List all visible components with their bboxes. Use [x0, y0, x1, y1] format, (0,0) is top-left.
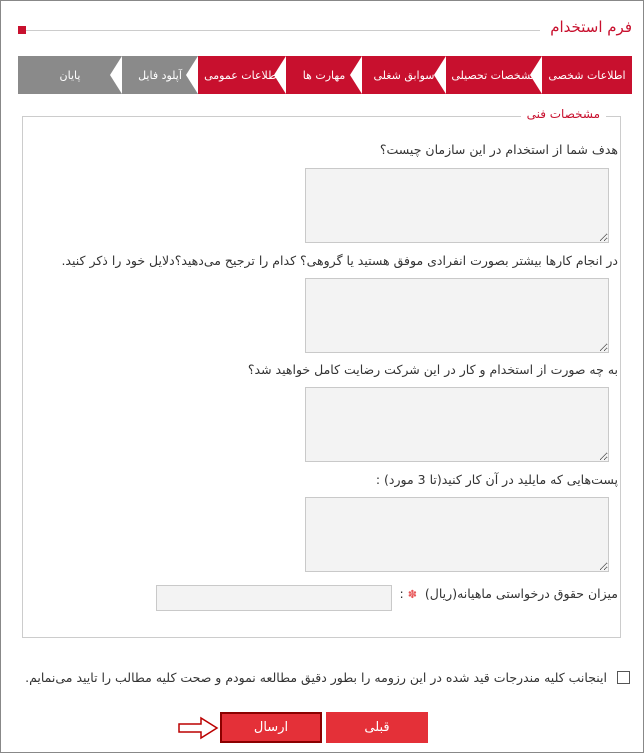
form-header: [18, 18, 632, 42]
step-label: سوابق شغلی: [373, 68, 435, 82]
agreement-row: [25, 670, 630, 685]
step-navigation: [18, 56, 632, 94]
salary-input[interactable]: [156, 585, 392, 611]
required-asterisk-icon: ✽: [407, 588, 417, 601]
question-goal-label: هدف شما از استخدام در این سازمان چیست؟: [379, 142, 618, 157]
step-education[interactable]: [446, 56, 542, 94]
step-label: اطلاعات عمومی: [204, 68, 280, 82]
agreement-label: اینجانب کلیه مندرجات قید شده در این رزومه را بطور دقیق مطالعه نمودم و صحت کلیه مطالب را تایید می‌نمایم.: [25, 670, 607, 685]
question-teamwork-label: در انجام کارها بیشتر بصورت انفرادی موفق هستید یا گروهی؟ کدام را ترجیح می‌دهید؟دلایل خود را ذکر کنید.: [61, 253, 618, 268]
salary-colon: :: [399, 586, 404, 601]
section-legend: مشخصات فنی: [521, 107, 606, 121]
step-separator: [350, 56, 362, 94]
salary-label-row: [400, 586, 619, 601]
step-finish[interactable]: [18, 56, 122, 94]
previous-button[interactable]: قبلی: [326, 712, 428, 743]
question-positions-label: پست‌هایی که مایلید در آن کار کنید(تا 3 مورد) :: [375, 472, 618, 487]
question-satisfaction-textarea[interactable]: [305, 387, 609, 462]
step-separator: [530, 56, 542, 94]
salary-label: میزان حقوق درخواستی ماهیانه(ریال): [424, 586, 618, 601]
step-personal-info[interactable]: [542, 56, 632, 94]
question-positions-textarea[interactable]: [305, 497, 609, 572]
question-satisfaction-label: به چه صورت از استخدام و کار در این شرکت رضایت کامل خواهید شد؟: [247, 362, 618, 377]
step-label: پایان: [59, 68, 81, 82]
question-goal-textarea[interactable]: [305, 168, 609, 243]
step-separator: [434, 56, 446, 94]
form-title: فرم استخدام: [550, 18, 632, 36]
step-label: مهارت ها: [302, 68, 346, 82]
step-separator: [110, 56, 122, 94]
step-general-info[interactable]: [198, 56, 286, 94]
step-separator: [186, 56, 198, 94]
question-teamwork-textarea[interactable]: [305, 278, 609, 353]
header-divider: [24, 30, 540, 31]
step-label: آپلود فایل: [138, 68, 182, 82]
submit-button[interactable]: ارسال: [220, 712, 322, 743]
arrow-right-icon: [177, 716, 219, 740]
step-separator: [274, 56, 286, 94]
step-label: اطلاعات شخصی: [548, 68, 626, 82]
agreement-checkbox[interactable]: [617, 671, 630, 684]
header-square-icon: [18, 26, 26, 34]
step-label: مشخصات تحصیلی: [451, 68, 537, 82]
